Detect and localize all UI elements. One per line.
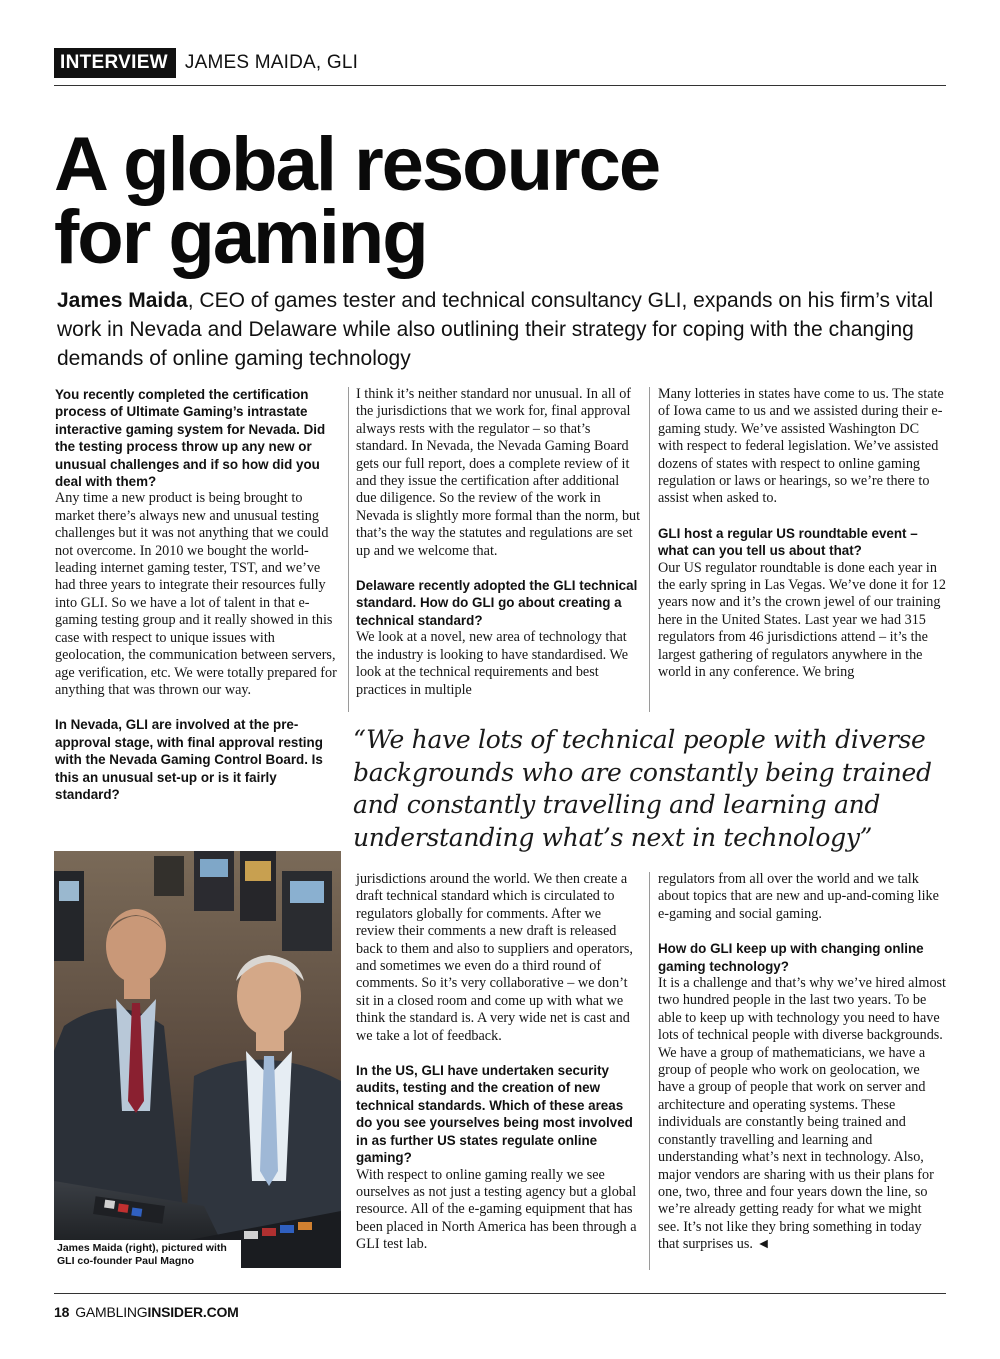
interview-subject: JAMES MAIDA, GLI bbox=[184, 52, 359, 73]
question-6: How do GLI keep up with changing online gaming technology? bbox=[658, 941, 924, 974]
page-number: 18 bbox=[54, 1304, 70, 1320]
brand-part-3: .COM bbox=[202, 1304, 239, 1320]
standfirst-name: James Maida bbox=[57, 289, 188, 312]
section-tag: INTERVIEW bbox=[54, 48, 176, 78]
publication-brand bbox=[75, 1304, 238, 1320]
answer-4-part-1: Our US regulator roundtable is done each year in the early spring in Las Vegas. We’ve done it for 12 years now and it’s the crown jewel of our training here in the United States. Last year we had 315 regulators from 46 jurisdictions attend – it’s the largest gathering of regulators anywhere in the world in any conference. We bring bbox=[658, 559, 946, 681]
page-footer bbox=[54, 1304, 239, 1320]
column-1 bbox=[55, 386, 340, 803]
headline-line-2: for gaming bbox=[54, 195, 427, 280]
question-5: In the US, GLI have undertaken security audits, testing and the creation of new technical standards. Which of these areas do you see yourselves being most involved in as further US states regulate online gaming? bbox=[356, 1063, 633, 1166]
footer-rule bbox=[54, 1293, 946, 1294]
photo-caption: James Maida (right), pictured with GLI co-founder Paul Magno bbox=[54, 1240, 241, 1271]
column-2-bottom bbox=[356, 871, 641, 1254]
photo-illustration bbox=[54, 851, 341, 1268]
answer-2: I think it’s neither standard nor unusual. In all of the jurisdictions that we work for, final approval always rests with the regulator – so that’s standard. In Nevada, the Nevada Gaming Board gets our full report, does a complete review of it and they issue the certification after additional due diligence. So the review of the work in Nevada is slightly more formal than the norm, but that’s the way the statutes and regulations are set up and we welcome that. bbox=[356, 386, 641, 559]
column-divider bbox=[649, 387, 650, 712]
standfirst-text: , CEO of games tester and technical consultancy GLI, expands on his firm’s vital work in Nevada and Delaware while also outlining their strategy for coping with the changing demands of online gaming technology bbox=[57, 289, 934, 370]
question-4: GLI host a regular US roundtable event – what can you tell us about that? bbox=[658, 525, 918, 559]
answer-6 bbox=[658, 975, 946, 1254]
column-3-bottom bbox=[658, 871, 946, 1254]
question-2: In Nevada, GLI are involved at the pre-approval stage, with final approval resting with the Nevada Gaming Control Board. Is this an unusual set-up or is it fairly standard? bbox=[55, 717, 323, 802]
answer-3-part-2: jurisdictions around the world. We then create a draft technical standard which is circulated to regulators globally for comments. After we review their comments a new draft is released back to them and also to suppliers and operators, and sometimes we even do a third round of comments. So it’s very collaborative – we don’t sit in a closed room and come up with what we think the standard is. A very wide net is cast and we take a lot of feedback. bbox=[356, 871, 633, 1044]
answer-3-part-1: We look at a novel, new area of technology that the industry is looking to have standardised. We look at the technical requirements and best practices in multiple bbox=[356, 629, 629, 698]
column-3-top bbox=[658, 386, 946, 682]
answer-3-continued: Many lotteries in states have come to us. The state of Iowa came to us and we assisted during their e-gaming study. We’ve assisted Washington DC with respect to federal legislation. We’ve assisted dozens of states with respect to online gaming regulation or laws or hearings, so we’re there to assist when asked to. bbox=[658, 386, 944, 507]
column-divider bbox=[348, 387, 349, 712]
answer-1: Any time a new product is being brought to market there’s always new and unusual testing challenges but it was not anything that we could not overcome. In 2010 we bought the world-leading internet gaming tester, TST, and we’ve had three years to integrate their resources fully into GLI. So we have a lot of talent in that e-gaming testing group and it really showed in this case with respect to unique issues with geolocation, the communication between servers, age verification, etc. We were totally prepared for anything that was thrown our way. bbox=[55, 490, 337, 698]
standfirst bbox=[57, 286, 937, 373]
end-of-article-icon: ◄ bbox=[752, 1236, 771, 1253]
pull-quote: “We have lots of technical people with diverse backgrounds who are constantly being trained and constantly travelling and learning and understanding what’s next in technology” bbox=[353, 725, 932, 852]
column-divider bbox=[649, 872, 650, 1270]
brand-part-2: INSIDER bbox=[147, 1304, 203, 1320]
header-rule bbox=[54, 85, 946, 86]
brand-part-1: GAMBLING bbox=[75, 1304, 148, 1320]
answer-6-text: It is a challenge and that’s why we’ve hired almost two hundred people in the last two years. To be able to keep up with technology you need to have lots of technical people with diverse backgrounds. We have a group of mathematicians, we have a group of people who work on geolocation, we have a group of people that work on server and architecture and operating systems. These individuals are constantly being trained and constantly travelling and learning and understanding what’s next in technology. Also, major vendors are sharing with us their plans for one, two, three and four years down the line, so we’re already getting ready for what we might see. It’s not like they bring something in today that surprises us. bbox=[658, 975, 946, 1253]
question-1: You recently completed the certification process of Ultimate Gaming’s intrastate interactive gaming system for Nevada. Did the testing process throw up any new or unusual challenges and if so how did you deal with them? bbox=[55, 387, 326, 490]
headline-line-1: A global resource bbox=[54, 122, 660, 207]
portrait-photo bbox=[54, 851, 341, 1268]
answer-4-part-2: regulators from all over the world and we talk about topics that are new and up-and-coming like e-gaming and social gaming. bbox=[658, 871, 939, 922]
page-title bbox=[54, 122, 954, 280]
answer-5: With respect to online gaming really we see ourselves as not just a testing agency but a global resource. All of the e-gaming equipment that has been placed in North America has been through a GLI test lab. bbox=[356, 1166, 637, 1253]
section-header bbox=[54, 48, 358, 78]
question-3: Delaware recently adopted the GLI technical standard. How do GLI go about creating a technical standard? bbox=[356, 578, 638, 628]
column-2-top bbox=[356, 386, 641, 699]
